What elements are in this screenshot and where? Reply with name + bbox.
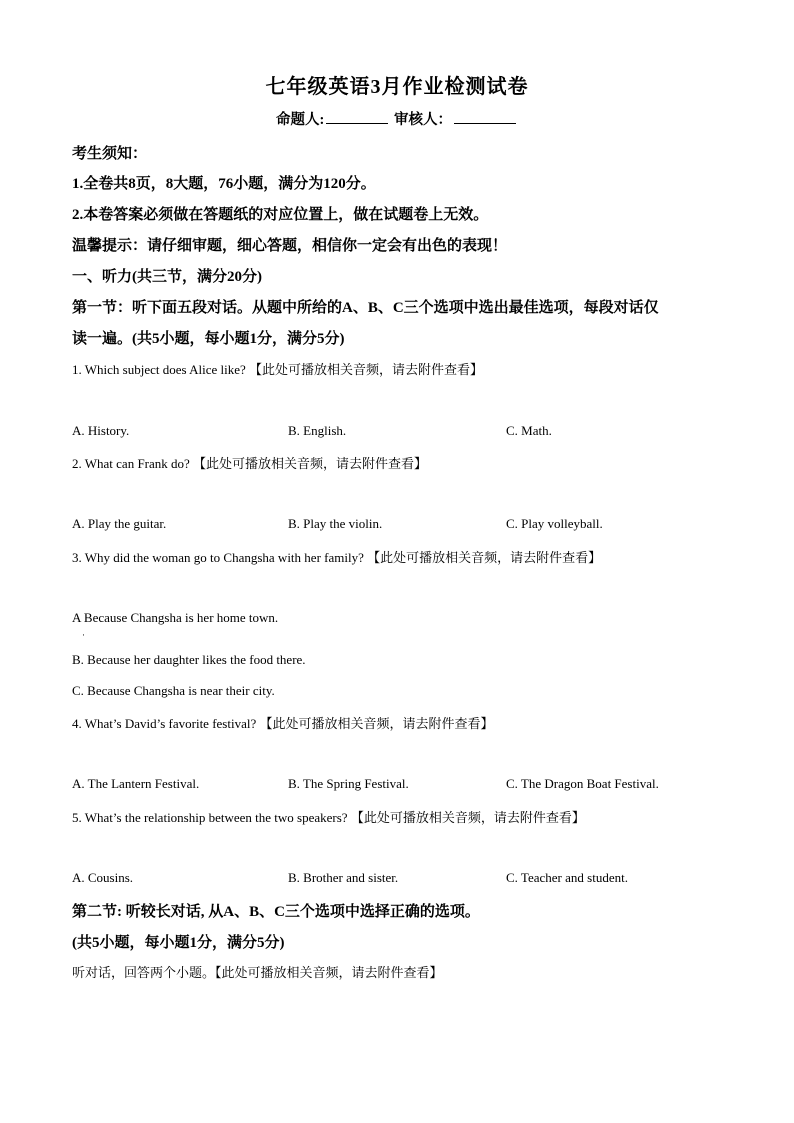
question-3-option-b: B. Because her daughter likes the food there. bbox=[72, 652, 306, 667]
question-1-option-a: A. History. bbox=[72, 423, 130, 438]
section-two-instruction-1: 第二节: 听较长对话, 从A、B、C三个选项中选择正确的选项。 bbox=[72, 904, 480, 920]
section-two-intro: 听对话，回答两个小题。【此处可播放相关音频，请去附件查看】 bbox=[72, 965, 443, 980]
reviewer-label: 审核人： bbox=[393, 112, 452, 128]
question-3-stem: 3. Why did the woman go to Changsha with her family? 【此处可播放相关音频，请去附件查看】 bbox=[72, 550, 602, 565]
notice-item-1: 1.全卷共8页，8大题，76小题，满分为120分。 bbox=[72, 176, 376, 192]
notice-item-2: 2.本卷答案必须做在答题纸的对应位置上，做在试题卷上无效。 bbox=[72, 207, 489, 223]
question-2-option-a: A. Play the guitar. bbox=[72, 516, 167, 531]
question-2-option-b: B. Play the violin. bbox=[288, 516, 383, 531]
stray-dot: · bbox=[82, 630, 85, 640]
question-1-option-c: C. Math. bbox=[506, 423, 552, 438]
tip-text: 温馨提示：请仔细审题，细心答题，相信你一定会有出色的表现！ bbox=[72, 238, 508, 254]
part-one-heading: 一、听力(共三节，满分20分) bbox=[72, 269, 262, 285]
question-1-option-b: B. English. bbox=[288, 423, 347, 438]
page-title: 七年级英语3月作业检测试卷 bbox=[265, 76, 529, 98]
author-label: 命题人: bbox=[276, 112, 325, 128]
question-2-stem: 2. What can Frank do? 【此处可播放相关音频，请去附件查看】 bbox=[72, 456, 428, 471]
question-4-option-c: C. The Dragon Boat Festival. bbox=[506, 776, 659, 791]
question-5-option-b: B. Brother and sister. bbox=[288, 870, 399, 885]
reviewer-blank bbox=[454, 111, 516, 124]
question-5-option-c: C. Teacher and student. bbox=[506, 870, 628, 885]
question-3-option-c: C. Because Changsha is near their city. bbox=[72, 683, 275, 698]
section-one-instruction-2: 读一遍。(共5小题，每小题1分，满分5分) bbox=[72, 331, 345, 347]
section-two-instruction-2: (共5小题，每小题1分，满分5分) bbox=[72, 935, 285, 951]
question-4-option-b: B. The Spring Festival. bbox=[288, 776, 409, 791]
question-2-option-c: C. Play volleyball. bbox=[506, 516, 603, 531]
notice-heading: 考生须知： bbox=[72, 146, 148, 162]
question-4-stem: 4. What’s David’s favorite festival? 【此处可播放相关音频，请去附件查看】 bbox=[72, 716, 494, 731]
author-line bbox=[0, 108, 794, 129]
question-1-stem: 1. Which subject does Alice like? 【此处可播放相关音频，请去附件查看】 bbox=[72, 362, 484, 377]
question-5-option-a: A. Cousins. bbox=[72, 870, 134, 885]
question-5-stem: 5. What’s the relationship between the two speakers? 【此处可播放相关音频，请去附件查看】 bbox=[72, 810, 585, 825]
author-blank bbox=[326, 111, 388, 124]
question-3-option-a: A Because Changsha is her home town. bbox=[72, 610, 279, 625]
section-one-instruction-1: 第一节：听下面五段对话。从题中所给的A、B、C三个选项中选出最佳选项，每段对话仅 bbox=[72, 300, 659, 316]
question-4-option-a: A. The Lantern Festival. bbox=[72, 776, 200, 791]
